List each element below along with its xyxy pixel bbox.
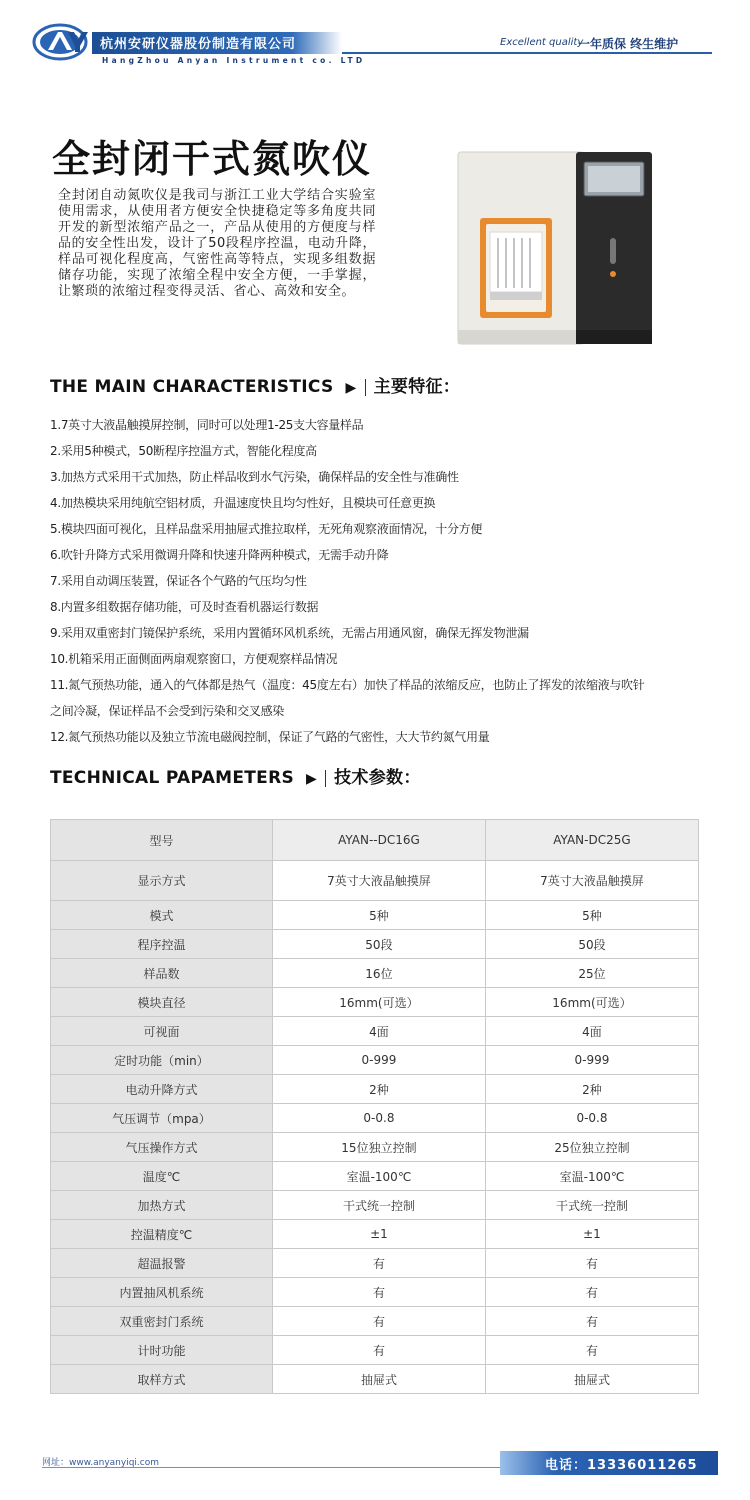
table-cell: 气压调节（mpa） (51, 1104, 273, 1133)
table-cell: 5种 (272, 901, 485, 930)
characteristics-list (50, 412, 700, 750)
table-row (51, 1336, 699, 1365)
play-arrow-icon: ▶ (345, 380, 357, 396)
list-item: 4.加热模块采用纯航空铝材质，升温速度快且均匀性好，且模块可任意更换 (50, 496, 436, 510)
table-cell: 定时功能（min） (51, 1046, 273, 1075)
list-item: 之间冷凝，保证样品不会受到污染和交叉感染 (50, 704, 285, 718)
table-row (51, 1075, 699, 1104)
table-cell: 气压操作方式 (51, 1133, 273, 1162)
table-cell: 有 (485, 1336, 698, 1365)
table-cell: 25位独立控制 (485, 1133, 698, 1162)
table-cell: 0-0.8 (485, 1104, 698, 1133)
heading-separator (365, 379, 366, 396)
table-cell: 显示方式 (51, 861, 273, 901)
table-row (51, 901, 699, 930)
footer-website[interactable]: 网址：www.anyanyiqi.com (42, 1458, 160, 1468)
table-cell: 有 (272, 1336, 485, 1365)
product-image (454, 148, 654, 348)
company-name-en: HangZhou Anyan Instrument co. LTD (102, 56, 366, 65)
product-title: 全封闭干式氮吹仪 (52, 137, 373, 181)
table-header-row (51, 820, 699, 861)
table-row (51, 1046, 699, 1075)
table-cell: 15位独立控制 (272, 1133, 485, 1162)
table-cell: ±1 (272, 1220, 485, 1249)
table-row (51, 1365, 699, 1394)
table-cell: 计时功能 (51, 1336, 273, 1365)
table-row (51, 988, 699, 1017)
page-header (0, 0, 750, 80)
table-cell: 25位 (485, 959, 698, 988)
header-divider (342, 52, 712, 54)
table-cell: 超温报警 (51, 1249, 273, 1278)
table-row (51, 1133, 699, 1162)
table-cell: 室温-100℃ (272, 1162, 485, 1191)
list-item: 1.7英寸大液晶触摸屏控制，同时可以处理1-25支大容量样品 (50, 418, 364, 432)
table-cell: 干式统一控制 (485, 1191, 698, 1220)
table-cell: 50段 (272, 930, 485, 959)
table-cell: 加热方式 (51, 1191, 273, 1220)
table-cell: 有 (272, 1278, 485, 1307)
table-header-cell: 型号 (51, 820, 273, 861)
table-cell: 0-999 (272, 1046, 485, 1075)
table-row (51, 1278, 699, 1307)
company-logo (32, 22, 92, 62)
table-row (51, 1249, 699, 1278)
table-cell: 50段 (485, 930, 698, 959)
technical-heading (50, 763, 421, 788)
table-cell: 16位 (272, 959, 485, 988)
characteristics-heading-cn: 主要特征： (373, 377, 461, 397)
table-cell: 温度℃ (51, 1162, 273, 1191)
table-cell: 7英寸大液晶触摸屏 (485, 861, 698, 901)
table-row (51, 1104, 699, 1133)
table-row (51, 930, 699, 959)
table-cell: 5种 (485, 901, 698, 930)
table-cell: 双重密封门系统 (51, 1307, 273, 1336)
footer-phone: 电话：13336011265 (545, 1458, 698, 1473)
table-cell: 模式 (51, 901, 273, 930)
list-item: 8.内置多组数据存储功能，可及时查看机器运行数据 (50, 600, 319, 614)
table-cell: 有 (485, 1307, 698, 1336)
table-header-cell: AYAN-DC25G (485, 820, 698, 861)
characteristics-heading-en: THE MAIN CHARACTERISTICS (50, 377, 334, 397)
table-cell: 控温精度℃ (51, 1220, 273, 1249)
list-item: 7.采用自动调压装置，保证各个气路的气压均匀性 (50, 574, 307, 588)
table-cell: 电动升降方式 (51, 1075, 273, 1104)
table-cell: 4面 (485, 1017, 698, 1046)
table-row (51, 1017, 699, 1046)
list-item: 11.氮气预热功能，通入的气体都是热气（温度：45度左右）加快了样品的浓缩反应，也防止了挥发的浓缩液与吹针 (50, 678, 645, 692)
table-cell: 有 (485, 1249, 698, 1278)
table-cell: 有 (485, 1278, 698, 1307)
table-row (51, 1162, 699, 1191)
table-cell: 样品数 (51, 959, 273, 988)
list-item: 10.机箱采用正面侧面两扇观察窗口，方便观察样品情况 (50, 652, 338, 666)
slogan-cn: 一年质保 终生维护 (578, 37, 679, 51)
table-row (51, 1191, 699, 1220)
table-cell: 有 (272, 1307, 485, 1336)
table-row (51, 1220, 699, 1249)
list-item: 12.氮气预热功能以及独立节流电磁阀控制，保证了气路的气密性，大大节约氮气用量 (50, 730, 490, 744)
list-item: 2.采用5种模式，50断程序控温方式，智能化程度高 (50, 444, 317, 458)
list-item: 6.吹针升降方式采用微调升降和快速升降两种模式，无需手动升降 (50, 548, 389, 562)
table-row (51, 861, 699, 901)
table-cell: 0-999 (485, 1046, 698, 1075)
company-name: 杭州安研仪器股份制造有限公司 (100, 37, 297, 52)
table-cell: 7英寸大液晶触摸屏 (272, 861, 485, 901)
table-cell: 室温-100℃ (485, 1162, 698, 1191)
list-item: 3.加热方式采用干式加热，防止样品收到水气污染，确保样品的安全性与准确性 (50, 470, 459, 484)
table-cell: 2种 (485, 1075, 698, 1104)
technical-heading-cn: 技术参数： (334, 768, 421, 788)
play-arrow-icon: ▶ (306, 771, 318, 787)
table-row (51, 1307, 699, 1336)
spec-table (50, 819, 699, 1394)
list-item: 9.采用双重密封门镜保护系统，采用内置循环风机系统，无需占用通风窗，确保无挥发物泄漏 (50, 626, 529, 640)
table-cell: 2种 (272, 1075, 485, 1104)
table-cell: 16mm(可选） (272, 988, 485, 1017)
table-cell: 0-0.8 (272, 1104, 485, 1133)
list-item: 5.模块四面可视化，且样品盘采用抽屉式推拉取样，无死角观察液面情况，十分方便 (50, 522, 483, 536)
technical-heading-en: TECHNICAL PAPAMETERS (50, 768, 295, 788)
table-cell: 内置抽风机系统 (51, 1278, 273, 1307)
table-cell: 干式统一控制 (272, 1191, 485, 1220)
table-cell: 4面 (272, 1017, 485, 1046)
product-intro: 全封闭自动氮吹仪是我司与浙江工业大学结合实验室使用需求，从使用者方便安全快捷稳定等多角度共同开发的新型浓缩产品之一，产品从使用的方便度与样品的安全性出发，设计了50段程序控温，电动升降，样品可视化程度高，气密性高等特点，实现多组数据储存功能，实现了浓缩全程中安全方便，一手掌握，让繁琐的浓缩过程变得灵活、省心、高效和安全。 (58, 188, 376, 299)
heading-separator (325, 770, 326, 787)
table-row (51, 959, 699, 988)
slogan-en: Excellent quality (500, 37, 584, 48)
table-cell: 可视面 (51, 1017, 273, 1046)
table-header-cell: AYAN--DC16G (272, 820, 485, 861)
table-cell: 模块直径 (51, 988, 273, 1017)
table-cell: 取样方式 (51, 1365, 273, 1394)
table-cell: 有 (272, 1249, 485, 1278)
table-cell: ±1 (485, 1220, 698, 1249)
table-cell: 抽屉式 (272, 1365, 485, 1394)
table-cell: 程序控温 (51, 930, 273, 959)
characteristics-heading (50, 372, 460, 397)
table-cell: 抽屉式 (485, 1365, 698, 1394)
table-cell: 16mm(可选） (485, 988, 698, 1017)
